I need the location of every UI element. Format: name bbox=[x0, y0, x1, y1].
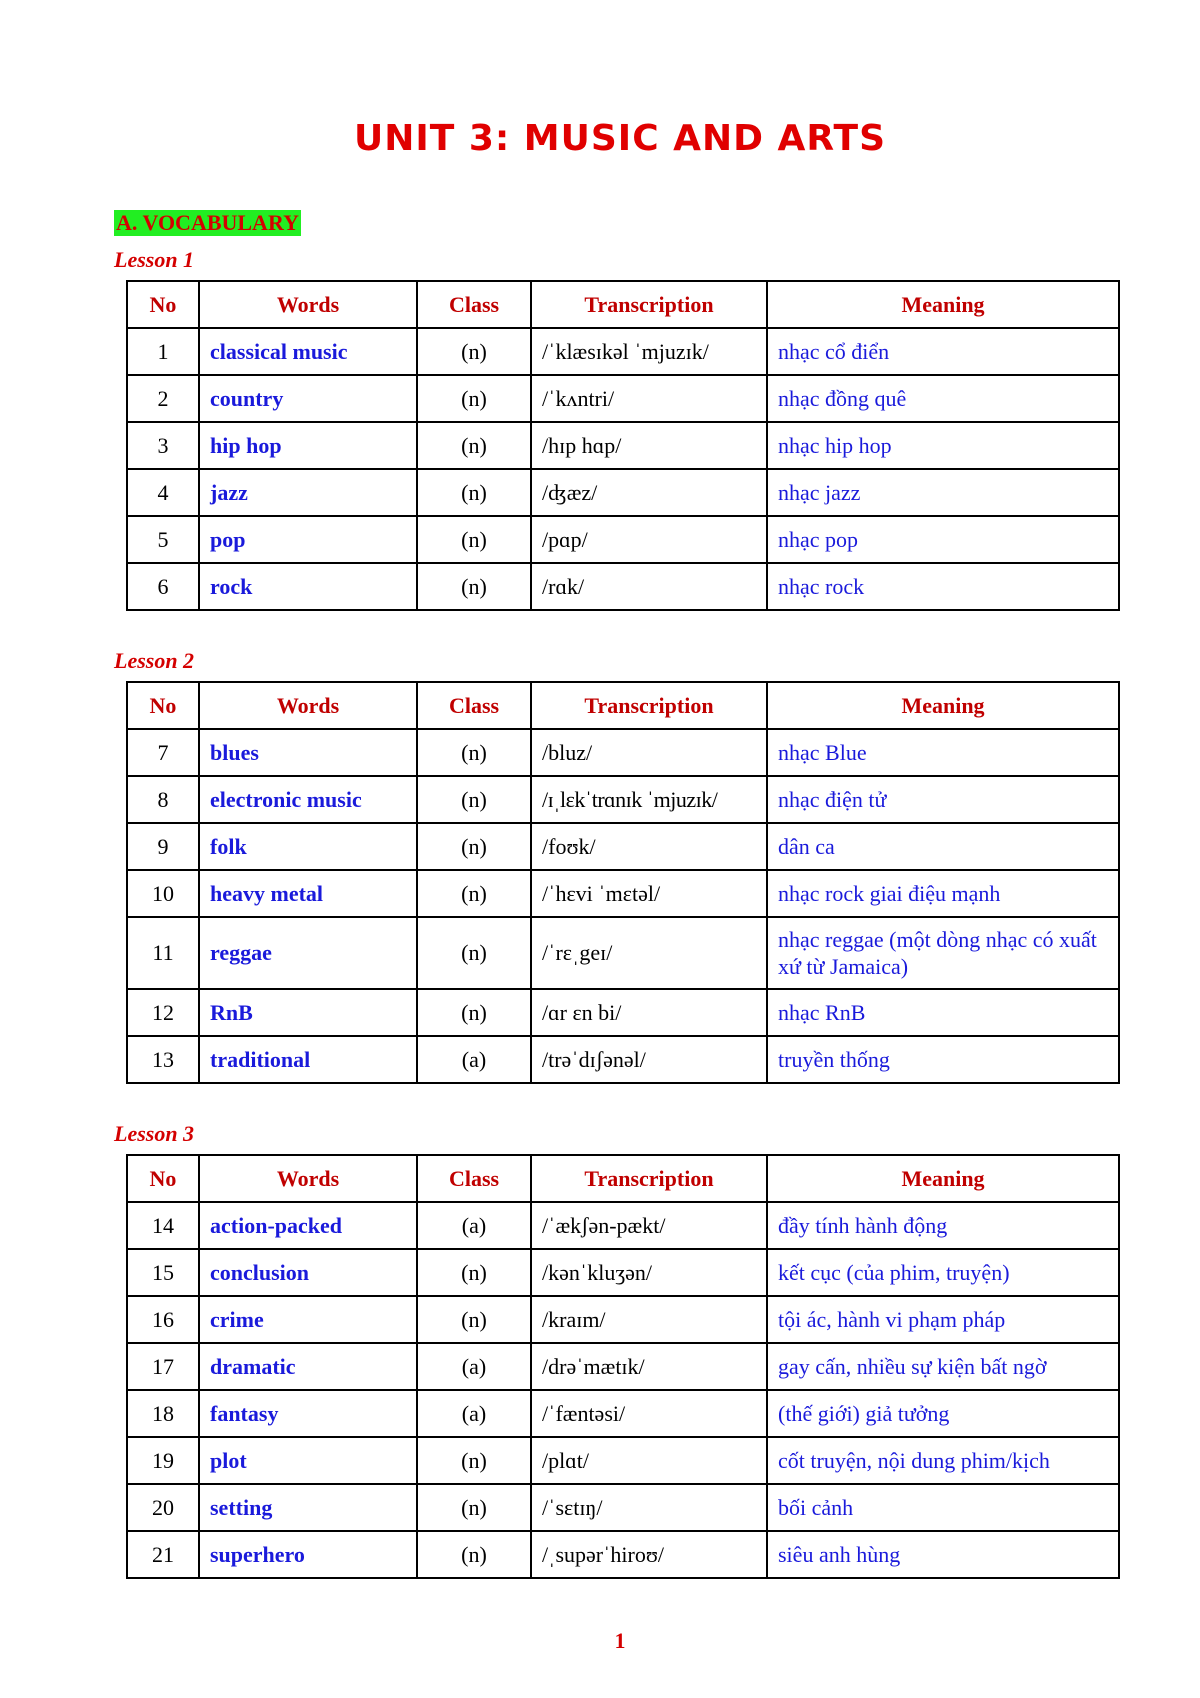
cell-no: 5 bbox=[127, 516, 199, 563]
table-row bbox=[127, 1484, 1119, 1531]
table-row bbox=[127, 776, 1119, 823]
cell-word: RnB bbox=[199, 989, 417, 1036]
cell-transcription: /ˌsupərˈhiroʊ/ bbox=[531, 1531, 767, 1578]
cell-meaning: siêu anh hùng bbox=[767, 1531, 1119, 1578]
vocab-table-lesson-3 bbox=[126, 1154, 1120, 1579]
cell-no: 11 bbox=[127, 917, 199, 989]
cell-word: rock bbox=[199, 563, 417, 610]
table-row bbox=[127, 729, 1119, 776]
cell-no: 14 bbox=[127, 1202, 199, 1249]
cell-class: (n) bbox=[417, 989, 531, 1036]
header-meaning: Meaning bbox=[767, 281, 1119, 328]
cell-transcription: /drəˈmætɪk/ bbox=[531, 1343, 767, 1390]
cell-no: 19 bbox=[127, 1437, 199, 1484]
header-no: No bbox=[127, 1155, 199, 1202]
cell-class: (n) bbox=[417, 375, 531, 422]
table-header-row bbox=[127, 281, 1119, 328]
cell-word: conclusion bbox=[199, 1249, 417, 1296]
cell-class: (n) bbox=[417, 823, 531, 870]
header-transcription: Transcription bbox=[531, 682, 767, 729]
cell-class: (n) bbox=[417, 1437, 531, 1484]
cell-no: 16 bbox=[127, 1296, 199, 1343]
cell-word: blues bbox=[199, 729, 417, 776]
cell-class: (n) bbox=[417, 563, 531, 610]
table-row bbox=[127, 1036, 1119, 1083]
header-words: Words bbox=[199, 281, 417, 328]
cell-transcription: /hɪp hɑp/ bbox=[531, 422, 767, 469]
cell-transcription: /kraɪm/ bbox=[531, 1296, 767, 1343]
cell-class: (n) bbox=[417, 729, 531, 776]
cell-word: classical music bbox=[199, 328, 417, 375]
header-no: No bbox=[127, 281, 199, 328]
header-class: Class bbox=[417, 1155, 531, 1202]
cell-no: 12 bbox=[127, 989, 199, 1036]
cell-no: 10 bbox=[127, 870, 199, 917]
cell-transcription: /ˈfæntəsi/ bbox=[531, 1390, 767, 1437]
cell-class: (n) bbox=[417, 469, 531, 516]
cell-word: crime bbox=[199, 1296, 417, 1343]
cell-meaning: nhạc cổ điển bbox=[767, 328, 1119, 375]
table-row bbox=[127, 375, 1119, 422]
header-transcription: Transcription bbox=[531, 281, 767, 328]
cell-word: electronic music bbox=[199, 776, 417, 823]
cell-no: 7 bbox=[127, 729, 199, 776]
table-header-row bbox=[127, 682, 1119, 729]
cell-word: action-packed bbox=[199, 1202, 417, 1249]
cell-transcription: /bluz/ bbox=[531, 729, 767, 776]
cell-meaning: nhạc pop bbox=[767, 516, 1119, 563]
cell-word: reggae bbox=[199, 917, 417, 989]
cell-word: setting bbox=[199, 1484, 417, 1531]
cell-meaning: cốt truyện, nội dung phim/kịch bbox=[767, 1437, 1119, 1484]
cell-meaning: nhạc Blue bbox=[767, 729, 1119, 776]
cell-class: (n) bbox=[417, 1484, 531, 1531]
header-class: Class bbox=[417, 281, 531, 328]
cell-word: heavy metal bbox=[199, 870, 417, 917]
header-words: Words bbox=[199, 1155, 417, 1202]
table-row bbox=[127, 917, 1119, 989]
cell-meaning: gay cấn, nhiều sự kiện bất ngờ bbox=[767, 1343, 1119, 1390]
cell-meaning: nhạc RnB bbox=[767, 989, 1119, 1036]
lesson-label: Lesson 1 bbox=[114, 247, 195, 272]
table-row bbox=[127, 1296, 1119, 1343]
cell-class: (a) bbox=[417, 1343, 531, 1390]
cell-no: 3 bbox=[127, 422, 199, 469]
cell-meaning: dân ca bbox=[767, 823, 1119, 870]
cell-meaning: nhạc điện tử bbox=[767, 776, 1119, 823]
cell-meaning: nhạc rock bbox=[767, 563, 1119, 610]
cell-meaning: kết cục (của phim, truyện) bbox=[767, 1249, 1119, 1296]
table-row bbox=[127, 422, 1119, 469]
page-number: 1 bbox=[614, 1628, 626, 1653]
cell-no: 8 bbox=[127, 776, 199, 823]
table-row bbox=[127, 1249, 1119, 1296]
cell-no: 15 bbox=[127, 1249, 199, 1296]
cell-transcription: /rɑk/ bbox=[531, 563, 767, 610]
header-transcription: Transcription bbox=[531, 1155, 767, 1202]
cell-class: (a) bbox=[417, 1202, 531, 1249]
cell-class: (n) bbox=[417, 1249, 531, 1296]
cell-meaning: (thế giới) giả tưởng bbox=[767, 1390, 1119, 1437]
cell-no: 20 bbox=[127, 1484, 199, 1531]
cell-word: plot bbox=[199, 1437, 417, 1484]
vocab-table-lesson-1 bbox=[126, 280, 1120, 611]
table-row bbox=[127, 823, 1119, 870]
table-row bbox=[127, 870, 1119, 917]
cell-word: hip hop bbox=[199, 422, 417, 469]
table-row bbox=[127, 563, 1119, 610]
cell-class: (n) bbox=[417, 422, 531, 469]
cell-class: (a) bbox=[417, 1390, 531, 1437]
table-row bbox=[127, 989, 1119, 1036]
lesson-label: Lesson 2 bbox=[114, 648, 195, 673]
cell-no: 13 bbox=[127, 1036, 199, 1083]
header-meaning: Meaning bbox=[767, 1155, 1119, 1202]
table-row bbox=[127, 1390, 1119, 1437]
cell-word: superhero bbox=[199, 1531, 417, 1578]
cell-transcription: /foʊk/ bbox=[531, 823, 767, 870]
cell-transcription: /ˈhɛvi ˈmɛtəl/ bbox=[531, 870, 767, 917]
cell-word: folk bbox=[199, 823, 417, 870]
vocab-table-lesson-2 bbox=[126, 681, 1120, 1084]
section-heading: A. VOCABULARY bbox=[116, 210, 299, 235]
header-words: Words bbox=[199, 682, 417, 729]
cell-word: traditional bbox=[199, 1036, 417, 1083]
cell-class: (n) bbox=[417, 917, 531, 989]
cell-transcription: /ˈkʌntri/ bbox=[531, 375, 767, 422]
cell-meaning: truyền thống bbox=[767, 1036, 1119, 1083]
cell-word: jazz bbox=[199, 469, 417, 516]
header-class: Class bbox=[417, 682, 531, 729]
cell-meaning: nhạc jazz bbox=[767, 469, 1119, 516]
cell-meaning: nhạc hip hop bbox=[767, 422, 1119, 469]
cell-meaning: đầy tính hành động bbox=[767, 1202, 1119, 1249]
cell-word: fantasy bbox=[199, 1390, 417, 1437]
cell-no: 2 bbox=[127, 375, 199, 422]
table-row bbox=[127, 1531, 1119, 1578]
cell-word: country bbox=[199, 375, 417, 422]
table-row bbox=[127, 328, 1119, 375]
table-row bbox=[127, 1202, 1119, 1249]
cell-word: dramatic bbox=[199, 1343, 417, 1390]
cell-no: 21 bbox=[127, 1531, 199, 1578]
header-meaning: Meaning bbox=[767, 682, 1119, 729]
cell-transcription: /kənˈkluʒən/ bbox=[531, 1249, 767, 1296]
cell-no: 1 bbox=[127, 328, 199, 375]
cell-transcription: /ˈrɛˌgeɪ/ bbox=[531, 917, 767, 989]
cell-transcription: /ˈækʃən-pækt/ bbox=[531, 1202, 767, 1249]
cell-transcription: /ˈsɛtɪŋ/ bbox=[531, 1484, 767, 1531]
table-row bbox=[127, 1343, 1119, 1390]
cell-no: 18 bbox=[127, 1390, 199, 1437]
cell-class: (n) bbox=[417, 870, 531, 917]
page-title: UNIT 3: MUSIC AND ARTS bbox=[353, 118, 886, 159]
cell-transcription: /ɪˌlɛkˈtrɑnɪk ˈmjuzɪk/ bbox=[531, 776, 767, 823]
cell-class: (n) bbox=[417, 328, 531, 375]
cell-no: 6 bbox=[127, 563, 199, 610]
cell-class: (n) bbox=[417, 516, 531, 563]
header-no: No bbox=[127, 682, 199, 729]
cell-class: (n) bbox=[417, 1531, 531, 1578]
table-row bbox=[127, 516, 1119, 563]
cell-meaning: nhạc rock giai điệu mạnh bbox=[767, 870, 1119, 917]
cell-class: (a) bbox=[417, 1036, 531, 1083]
cell-transcription: /ɑr ɛn bi/ bbox=[531, 989, 767, 1036]
cell-transcription: /ʤæz/ bbox=[531, 469, 767, 516]
table-header-row bbox=[127, 1155, 1119, 1202]
cell-no: 17 bbox=[127, 1343, 199, 1390]
cell-transcription: /trəˈdɪʃənəl/ bbox=[531, 1036, 767, 1083]
cell-meaning: nhạc đồng quê bbox=[767, 375, 1119, 422]
cell-transcription: /plɑt/ bbox=[531, 1437, 767, 1484]
lesson-label: Lesson 3 bbox=[114, 1121, 195, 1146]
cell-meaning: tội ác, hành vi phạm pháp bbox=[767, 1296, 1119, 1343]
table-row bbox=[127, 1437, 1119, 1484]
cell-word: pop bbox=[199, 516, 417, 563]
cell-transcription: /pɑp/ bbox=[531, 516, 767, 563]
cell-class: (n) bbox=[417, 776, 531, 823]
cell-class: (n) bbox=[417, 1296, 531, 1343]
cell-no: 9 bbox=[127, 823, 199, 870]
cell-meaning: nhạc reggae (một dòng nhạc có xuất xứ từ Jamaica) bbox=[767, 917, 1119, 989]
cell-transcription: /ˈklæsɪkəl ˈmjuzɪk/ bbox=[531, 328, 767, 375]
cell-no: 4 bbox=[127, 469, 199, 516]
table-row bbox=[127, 469, 1119, 516]
cell-meaning: bối cảnh bbox=[767, 1484, 1119, 1531]
